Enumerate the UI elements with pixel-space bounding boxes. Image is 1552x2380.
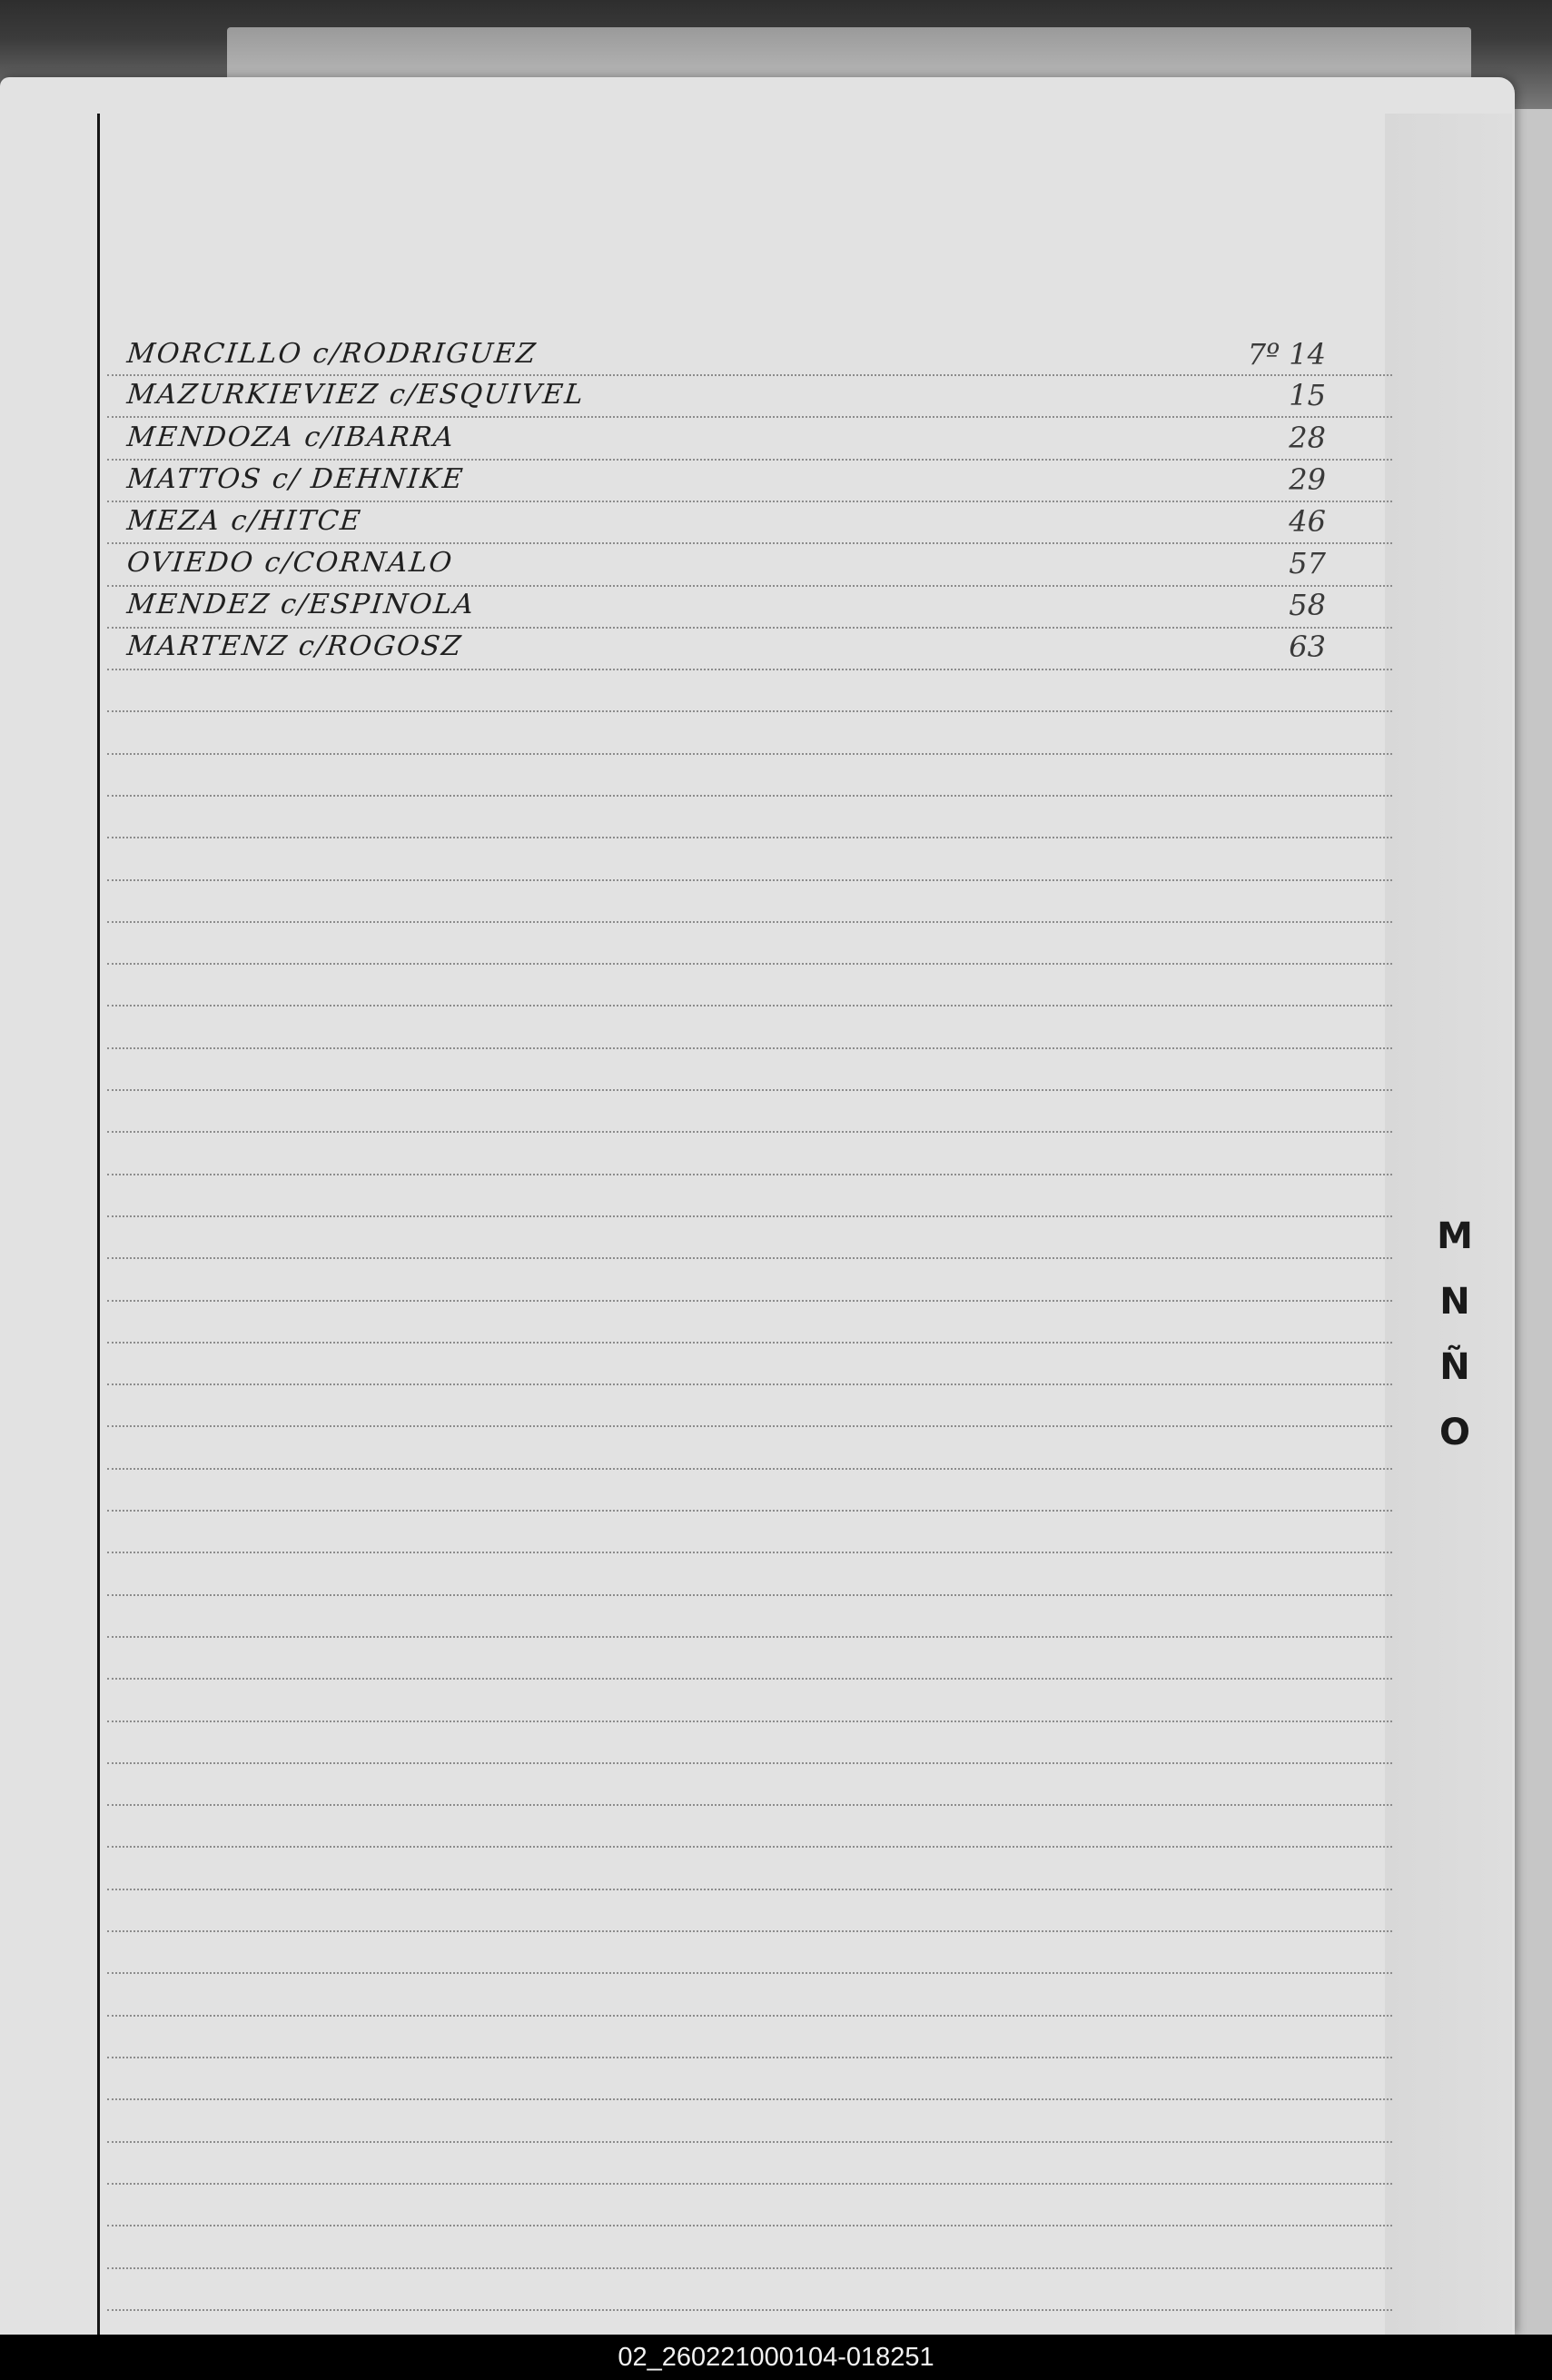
ruled-line [107, 2183, 1392, 2185]
ruled-line [107, 795, 1392, 797]
ruled-line [107, 1889, 1392, 1890]
ruled-line [107, 837, 1392, 838]
entry-folio: 29 [1289, 462, 1326, 497]
ledger-page [0, 77, 1515, 2335]
ruled-line [107, 1468, 1392, 1470]
ruled-line [107, 1552, 1392, 1553]
entry-name: MARTENZ c/ROGOSZ [125, 630, 464, 662]
ruled-line [107, 1846, 1392, 1848]
ruled-line [107, 1721, 1392, 1722]
ruled-line [107, 2141, 1392, 2143]
ruled-line [107, 1174, 1392, 1175]
entry-folio: 63 [1289, 630, 1326, 664]
ledger-entry [127, 542, 1371, 580]
ledger-entry [127, 374, 1371, 412]
ruled-line [107, 1425, 1392, 1427]
index-letter: Ñ [1439, 1346, 1470, 1388]
image-caption: 02_260221000104-018251 [0, 2335, 1552, 2380]
entry-folio: 28 [1289, 421, 1326, 455]
ruled-line [107, 2057, 1392, 2058]
ruled-line [107, 2267, 1392, 2269]
ruled-line [107, 963, 1392, 965]
index-letter: M [1437, 1215, 1473, 1257]
index-letter: O [1438, 1412, 1470, 1453]
margin-line [97, 114, 100, 2335]
ruled-line [107, 1594, 1392, 1596]
ledger-entry [127, 584, 1371, 622]
ruled-line [107, 1047, 1392, 1049]
ruled-line [107, 753, 1392, 755]
entry-name: MENDEZ c/ESPINOLA [125, 589, 477, 620]
ruled-line [107, 1678, 1392, 1680]
ledger-entry [127, 459, 1371, 497]
ruled-line [107, 1636, 1392, 1638]
ruled-line [107, 710, 1392, 712]
index-letter: N [1439, 1281, 1470, 1323]
ruled-line [107, 1131, 1392, 1133]
entry-folio: 15 [1289, 378, 1326, 412]
ruled-line [107, 1089, 1392, 1091]
ruled-line [107, 1762, 1392, 1764]
ruled-line [107, 1510, 1392, 1512]
entry-name: MORCILLO c/RODRIGUEZ [125, 338, 539, 370]
ledger-entry [127, 626, 1371, 664]
entry-folio: 58 [1289, 588, 1326, 622]
ruled-line [107, 1257, 1392, 1259]
ruled-line [107, 2225, 1392, 2226]
ruled-line [107, 1930, 1392, 1932]
ruled-line [107, 1804, 1392, 1806]
ruled-line [107, 2098, 1392, 2100]
entry-name: MAZURKIEVIEZ c/ESQUIVEL [125, 379, 587, 411]
index-letters [1428, 1204, 1482, 1465]
ledger-entry [127, 417, 1371, 455]
entry-folio: 57 [1289, 546, 1326, 580]
entry-folio: 7º 14 [1247, 337, 1326, 372]
entry-name: MENDOZA c/IBARRA [125, 421, 457, 453]
ruled-line [107, 1972, 1392, 1974]
ruled-line [107, 1383, 1392, 1385]
ruled-line [107, 1300, 1392, 1302]
ruled-line [107, 921, 1392, 923]
entry-name: MEZA c/HITCE [125, 505, 364, 537]
ruled-line [107, 1342, 1392, 1344]
ruled-line [107, 1215, 1392, 1217]
ruled-line [107, 879, 1392, 881]
entry-folio: 46 [1289, 504, 1326, 539]
ledger-entry [127, 333, 1371, 372]
ruled-line [107, 669, 1392, 670]
entry-name: MATTOS c/ DEHNIKE [125, 463, 466, 495]
ruled-line [107, 2015, 1392, 2017]
ledger-entry [127, 501, 1371, 539]
entry-name: OVIEDO c/CORNALO [125, 547, 455, 579]
ruled-line [107, 2309, 1392, 2311]
ruled-line [107, 1005, 1392, 1007]
